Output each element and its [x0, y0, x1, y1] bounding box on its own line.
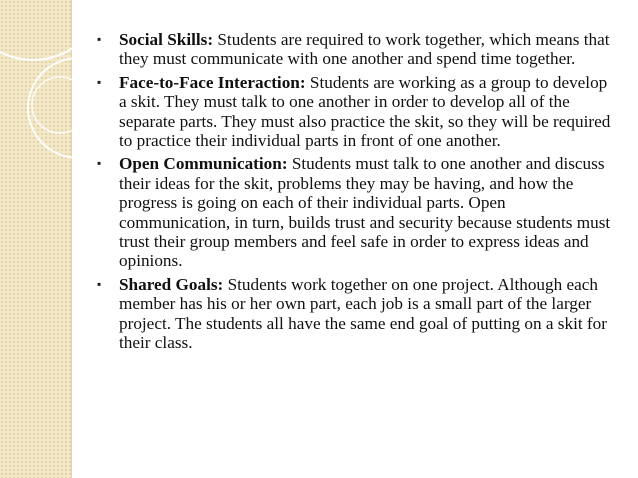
bullet-list [97, 30, 617, 353]
bullet-term: Social Skills: [119, 30, 214, 49]
bullet-face-to-face [97, 73, 617, 151]
bullet-shared-goals [97, 275, 617, 353]
bullet-social-skills [97, 30, 617, 69]
bullet-text: Students are required to work together, which means that they must communicate with one another and spend time together. [119, 30, 610, 69]
decorative-side-band [0, 0, 71, 478]
bullet-term: Face-to-Face Interaction: [119, 72, 306, 92]
bullet-open-communication [97, 154, 617, 270]
bullet-text: Students work together on one project. Although each member has his or her own part, each job is a small part of the larger project. The students all have the same end goal of putting on a skit for their class. [119, 274, 607, 353]
bullet-icon: ▪ [97, 74, 102, 89]
bullet-text: Students are working as a group to develop a skit. They must talk to one another in order to develop all of the separate parts. They must also practice the skit, so they will be required to practice their individual parts in front of one another. [119, 72, 611, 151]
slide-content [97, 30, 617, 357]
bullet-icon: ▪ [97, 276, 102, 291]
bullet-icon: ▪ [97, 32, 102, 46]
bullet-text: Students must talk to one another and discuss their ideas for the skit, problems they may be having, and how the progress is going on each of their individual parts. Open communication, in turn, builds trust and security because students must trust their group members and feel safe in order to express ideas and opinions. [119, 154, 611, 271]
bullet-term: Open Communication: [119, 154, 288, 174]
bullet-icon: ▪ [97, 156, 102, 171]
bullet-term: Shared Goals: [119, 274, 224, 294]
side-band-divider [71, 0, 72, 478]
